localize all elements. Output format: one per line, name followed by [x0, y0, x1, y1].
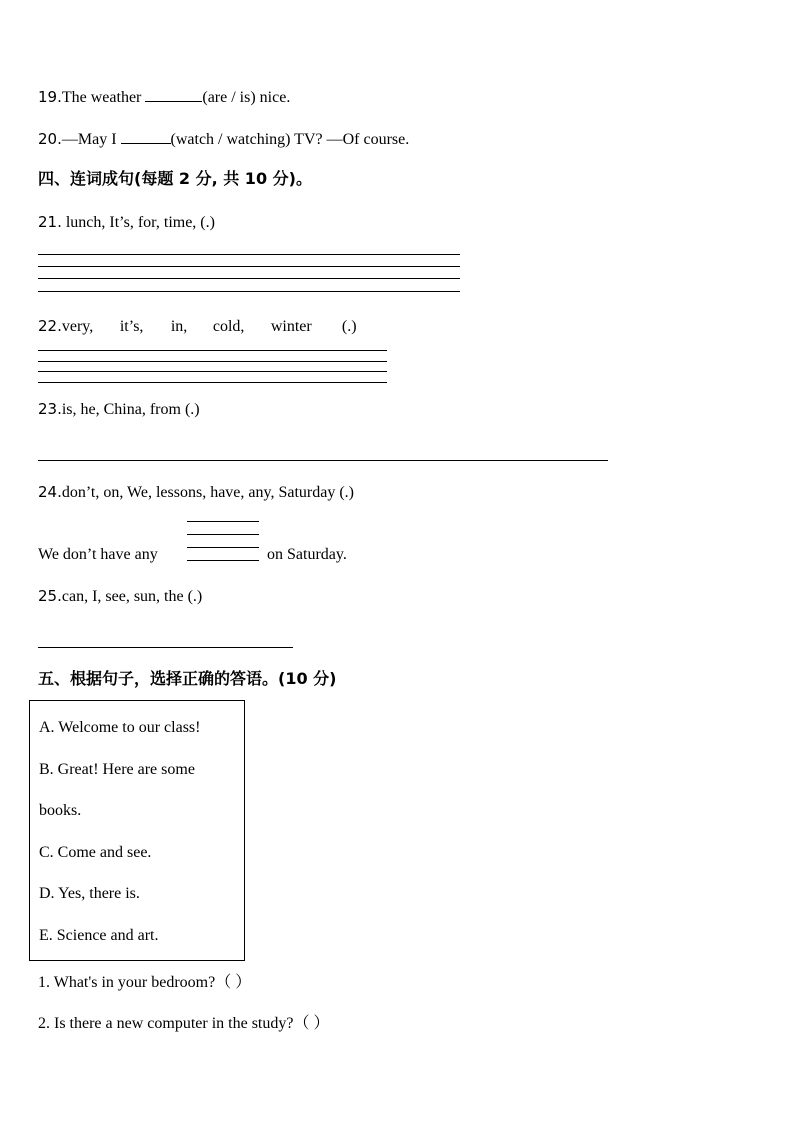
answer-parentheses[interactable]: （ ）	[293, 1015, 330, 1032]
writing-line[interactable]	[187, 534, 259, 535]
question-number: 24.	[38, 483, 62, 501]
question-number: 25.	[38, 587, 62, 605]
question-word: winter	[270, 318, 312, 335]
option-a: A. Welcome to our class!	[39, 719, 201, 736]
question-25	[38, 586, 202, 607]
writing-line[interactable]	[187, 547, 259, 548]
question-23	[38, 399, 200, 420]
question-word: (.)	[341, 318, 357, 335]
writing-line[interactable]	[38, 382, 387, 383]
option-e: E. Science and art.	[39, 927, 159, 944]
question-24-sentence-end: on Saturday.	[267, 546, 347, 563]
matching-item-1	[38, 973, 251, 993]
question-word: it’s,	[119, 318, 144, 335]
question-word: cold,	[212, 318, 245, 335]
writing-line[interactable]	[38, 460, 608, 461]
question-21	[38, 212, 215, 233]
writing-line[interactable]	[38, 266, 460, 267]
answer-blank[interactable]	[145, 87, 202, 102]
writing-line[interactable]	[38, 254, 460, 255]
section-4-heading: 四、连词成句(每题 2 分, 共 10 分)。	[38, 169, 312, 188]
question-text-after: (are / is) nice.	[202, 89, 291, 106]
question-words: don’t, on, We, lessons, have, any, Saturday (.)	[61, 484, 354, 501]
section-5-heading: 五、根据句子，选择正确的答语。(10 分)	[38, 669, 337, 688]
question-number: 22.	[38, 317, 62, 335]
question-22	[38, 316, 357, 337]
option-b: B. Great! Here are some	[39, 761, 195, 778]
answer-options-box	[29, 700, 245, 961]
question-text-after: (watch / watching) TV? —Of course.	[170, 131, 410, 148]
writing-line[interactable]	[187, 560, 259, 561]
question-24-sentence-start: We don’t have any	[38, 546, 158, 563]
question-number: 23.	[38, 400, 62, 418]
option-c: C. Come and see.	[39, 844, 152, 861]
option-d: D. Yes, there is.	[39, 885, 140, 902]
writing-line[interactable]	[38, 278, 460, 279]
writing-line[interactable]	[38, 291, 460, 292]
question-words: lunch, It’s, for, time, (.)	[61, 214, 215, 231]
writing-line[interactable]	[187, 521, 259, 522]
writing-line[interactable]	[38, 350, 387, 351]
question-19	[38, 87, 290, 108]
question-number: 19.	[38, 88, 62, 106]
question-number: 20.	[38, 130, 62, 148]
question-24	[38, 482, 354, 503]
question-text-before: —May I	[61, 131, 121, 148]
question-words: is, he, China, from (.)	[61, 401, 200, 418]
option-b-continued: books.	[39, 802, 82, 819]
question-text-before: The weather	[61, 89, 146, 106]
question-20	[38, 129, 409, 150]
writing-line[interactable]	[38, 361, 387, 362]
matching-item-text: 2. Is there a new computer in the study?	[38, 1015, 294, 1032]
writing-line[interactable]	[38, 647, 293, 648]
matching-item-2	[38, 1014, 330, 1034]
question-word: in,	[170, 318, 188, 335]
question-words: can, I, see, sun, the (.)	[61, 588, 203, 605]
question-number: 21.	[38, 213, 62, 231]
answer-blank[interactable]	[121, 129, 171, 144]
matching-item-text: 1. What's in your bedroom?	[38, 974, 216, 991]
question-word: very,	[61, 318, 94, 335]
writing-line[interactable]	[38, 371, 387, 372]
answer-parentheses[interactable]: （ ）	[215, 974, 252, 991]
